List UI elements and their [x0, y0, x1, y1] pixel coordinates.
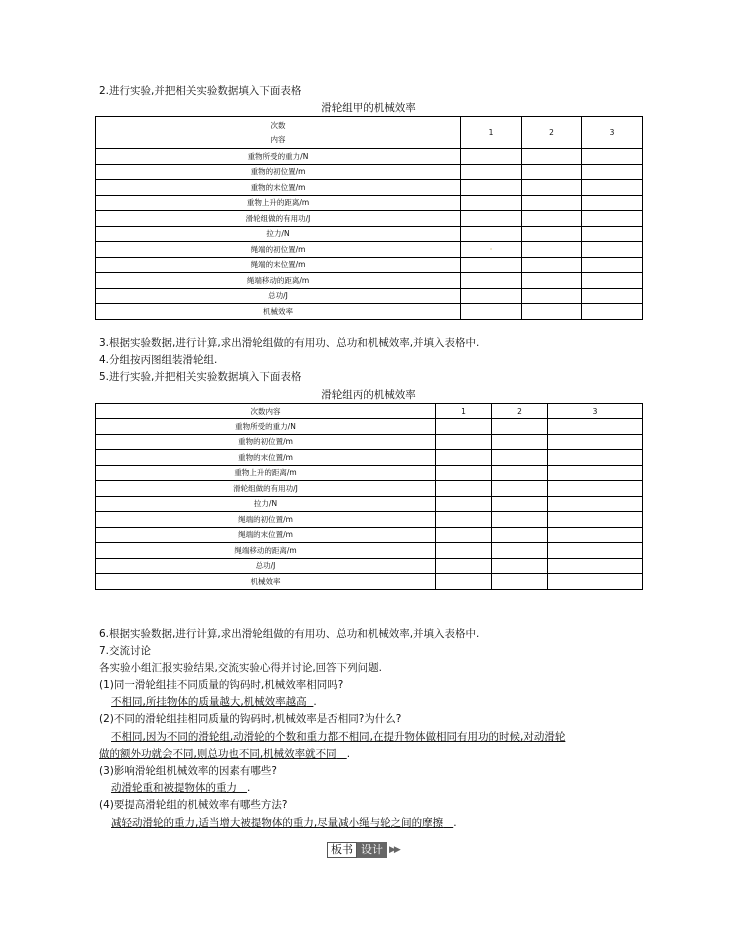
- answer-2-line2-wrap: [99, 747, 350, 761]
- blank-cell: [522, 149, 582, 165]
- table1-header-cell: [96, 117, 461, 149]
- blank-cell: [522, 195, 582, 211]
- blank-cell: [548, 481, 643, 497]
- table-row: [96, 574, 643, 590]
- badge-label-design: 设计: [357, 842, 387, 858]
- table-pulley-a: [95, 116, 643, 320]
- blank-cell: [548, 574, 643, 590]
- question-1: (1)同一滑轮组挂不同质量的钩码时,机械效率相同吗?: [99, 679, 344, 691]
- table-row: [96, 273, 643, 289]
- row-label: 拉力/N: [96, 226, 461, 242]
- table1-col-2: 2: [522, 117, 582, 149]
- table1-col-1: 1: [461, 117, 522, 149]
- blank-cell: [582, 288, 643, 304]
- blank-cell: [548, 543, 643, 559]
- row-label: 绳端的末位置/m: [96, 257, 461, 273]
- blank-cell: [492, 465, 548, 481]
- question-4: (4)要提高滑轮组的机械效率有哪些方法?: [99, 799, 288, 811]
- step-6-text: 6.根据实验数据,进行计算,求出滑轮组做的有用功、总功和机械效率,并填入表格中.: [99, 628, 480, 640]
- blank-cell: [548, 527, 643, 543]
- blank-cell: [522, 304, 582, 320]
- table-row: [96, 512, 643, 528]
- blank-cell: [522, 180, 582, 196]
- blank-cell: [492, 481, 548, 497]
- double-arrow-icon: ▶▶: [389, 845, 399, 855]
- blank-cell: [436, 558, 492, 574]
- discussion-intro: 各实验小组汇报实验结果,交流实验心得并讨论,回答下列问题.: [99, 662, 383, 674]
- table-row: [96, 558, 643, 574]
- answer-3-end: .: [247, 782, 251, 794]
- table-row: [96, 543, 643, 559]
- blank-cell: [522, 226, 582, 242]
- blank-cell: [492, 512, 548, 528]
- row-label: 机械效率: [96, 574, 436, 590]
- blank-cell: [492, 434, 548, 450]
- blank-cell: [522, 242, 582, 258]
- answer-4-line: [99, 816, 457, 830]
- row-label: 重物的初位置/m: [96, 434, 436, 450]
- blank-cell: [436, 527, 492, 543]
- row-label: 重物的末位置/m: [96, 180, 461, 196]
- blank-cell: [522, 164, 582, 180]
- blank-cell: [492, 527, 548, 543]
- table1-caption: 滑轮组甲的机械效率: [321, 102, 416, 114]
- blank-cell: [461, 195, 522, 211]
- blank-cell: [461, 257, 522, 273]
- table-row: [96, 496, 643, 512]
- table2-col-1: 1: [436, 404, 492, 419]
- blank-cell: [461, 180, 522, 196]
- row-label: 绳端移动的距离/m: [96, 273, 461, 289]
- blank-cell: [548, 558, 643, 574]
- table-row: [96, 465, 643, 481]
- row-label: 重物上升的距离/m: [96, 465, 436, 481]
- step-2-text: 2.进行实验,并把相关实验数据填入下面表格: [99, 85, 302, 97]
- blank-cell: [582, 211, 643, 227]
- table-pulley-c: [95, 403, 643, 590]
- answer-2-line1: 不相同,因为不同的滑轮组,动滑轮的个数和重力都不相同,在提升物体做相同有用功的时候,对动滑轮: [111, 731, 566, 743]
- row-label: 绳端移动的距离/m: [96, 543, 436, 559]
- blank-cell: [461, 288, 522, 304]
- table-row: [96, 304, 643, 320]
- answer-2-end: .: [346, 748, 351, 760]
- table2-header-cell: 次数内容: [96, 404, 436, 419]
- blank-cell: [582, 273, 643, 289]
- blank-cell: [436, 481, 492, 497]
- answer-1-line: [99, 695, 317, 709]
- blank-cell: [436, 419, 492, 435]
- badge-label-board: 板书: [327, 842, 357, 858]
- row-label: 绳端的初位置/m: [96, 512, 436, 528]
- table-row: [96, 242, 643, 258]
- table1-header-row: [96, 117, 643, 149]
- table-row: [96, 450, 643, 466]
- row-label: 绳端的末位置/m: [96, 527, 436, 543]
- blank-cell: [548, 512, 643, 528]
- blank-cell: [436, 434, 492, 450]
- blank-cell: [582, 226, 643, 242]
- table1-header-content: 内容: [270, 135, 286, 144]
- blank-cell: [548, 496, 643, 512]
- row-label: 重物所受的重力/N: [96, 419, 436, 435]
- row-label: 重物的初位置/m: [96, 164, 461, 180]
- table-row: [96, 195, 643, 211]
- answer-2-line1-wrap: [99, 730, 565, 744]
- blank-cell: [436, 574, 492, 590]
- blank-cell: [461, 211, 522, 227]
- blank-cell: [548, 419, 643, 435]
- blank-cell: [522, 211, 582, 227]
- blank-cell: [522, 273, 582, 289]
- table2-header-row: [96, 404, 643, 419]
- blank-cell: [461, 273, 522, 289]
- table-row: [96, 527, 643, 543]
- blank-cell: [522, 288, 582, 304]
- blank-cell: [492, 496, 548, 512]
- table-row: [96, 288, 643, 304]
- blank-cell: [522, 257, 582, 273]
- blank-cell: [582, 242, 643, 258]
- table-row: [96, 481, 643, 497]
- table-row: [96, 211, 643, 227]
- answer-1-end: .: [313, 696, 317, 708]
- row-label: 滑轮组做的有用功/J: [96, 481, 436, 497]
- table1-col-3: 3: [582, 117, 643, 149]
- blank-cell: [548, 434, 643, 450]
- row-label: 机械效率: [96, 304, 461, 320]
- table-row: [96, 149, 643, 165]
- blank-cell: [436, 465, 492, 481]
- blank-cell: [436, 496, 492, 512]
- blank-cell: [461, 242, 522, 258]
- blank-cell: [461, 226, 522, 242]
- blank-cell: [582, 304, 643, 320]
- blank-cell: [582, 164, 643, 180]
- table-row: [96, 419, 643, 435]
- row-label: 总功/J: [96, 558, 436, 574]
- answer-1: 不相同,所挂物体的质量越大,机械效率越高: [111, 696, 307, 708]
- row-label: 绳端的初位置/m: [96, 242, 461, 258]
- blank-cell: [582, 149, 643, 165]
- table2-col-2: 2: [492, 404, 548, 419]
- table-row: [96, 180, 643, 196]
- blank-cell: [548, 465, 643, 481]
- blank-cell: [461, 149, 522, 165]
- board-design-badge: [327, 842, 399, 858]
- table-row: [96, 257, 643, 273]
- row-label: 重物所受的重力/N: [96, 149, 461, 165]
- row-label: 重物上升的距离/m: [96, 195, 461, 211]
- blank-cell: [492, 419, 548, 435]
- table2-col-3: 3: [548, 404, 643, 419]
- answer-3-line: [99, 781, 250, 795]
- table2-caption: 滑轮组丙的机械效率: [321, 389, 416, 401]
- row-label: 拉力/N: [96, 496, 436, 512]
- answer-2-line2: 做的额外功就会不同,则总功也不同,机械效率就不同: [99, 748, 337, 760]
- table-row: [96, 164, 643, 180]
- step-3-text: 3.根据实验数据,进行计算,求出滑轮组做的有用功、总功和机械效率,并填入表格中.: [99, 337, 480, 349]
- blank-cell: [582, 180, 643, 196]
- blank-cell: [492, 450, 548, 466]
- table-row: [96, 434, 643, 450]
- row-label: 总功/J: [96, 288, 461, 304]
- step-4-text: 4.分组按丙图组装滑轮组.: [99, 354, 218, 366]
- step-5-text: 5.进行实验,并把相关实验数据填入下面表格: [99, 371, 302, 383]
- blank-cell: [492, 543, 548, 559]
- blank-cell: [582, 257, 643, 273]
- blank-cell: [436, 543, 492, 559]
- blank-cell: [436, 450, 492, 466]
- stray-mark: ·: [489, 244, 493, 254]
- blank-cell: [461, 304, 522, 320]
- blank-cell: [436, 512, 492, 528]
- blank-cell: [461, 164, 522, 180]
- table1-header-times: 次数: [270, 121, 286, 130]
- answer-3: 动滑轮重和被提物体的重力: [111, 782, 237, 794]
- step-7-text: 7.交流讨论: [99, 645, 152, 657]
- blank-cell: [548, 450, 643, 466]
- row-label: 滑轮组做的有用功/J: [96, 211, 461, 227]
- question-2: (2)不同的滑轮组挂相同质量的钩码时,机械效率是否相同?为什么?: [99, 713, 402, 725]
- blank-cell: [492, 558, 548, 574]
- answer-4-end: .: [453, 817, 457, 829]
- question-3: (3)影响滑轮组机械效率的因素有哪些?: [99, 765, 277, 777]
- table-row: [96, 226, 643, 242]
- blank-cell: [492, 574, 548, 590]
- blank-cell: [582, 195, 643, 211]
- row-label: 重物的末位置/m: [96, 450, 436, 466]
- answer-4: 减轻动滑轮的重力,适当增大被提物体的重力,尽量减小绳与轮之间的摩擦: [111, 817, 444, 829]
